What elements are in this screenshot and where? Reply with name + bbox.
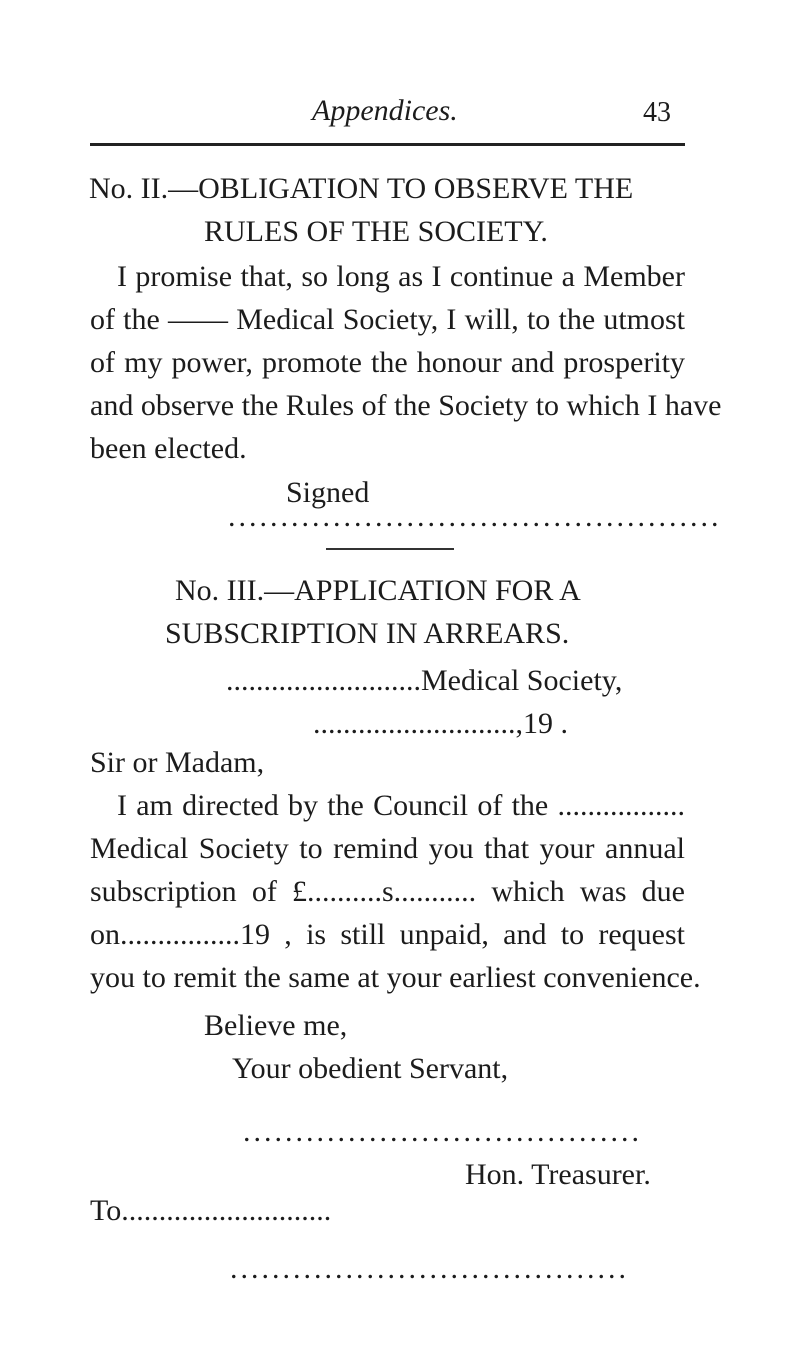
date-line: ...........................,19 . [313,707,568,740]
header-rule [90,143,685,146]
page-number: 43 [643,97,671,128]
signed-label: Signed [286,476,370,509]
section-divider [326,548,454,550]
section2-title-line1: No. II.—OBLIGATION TO OBSERVE THE [89,172,634,205]
section2-body-line: of the —— Medical Society, I will, to the utmost [90,303,685,336]
treasurer-label: Hon. Treasurer. [465,1158,651,1191]
closing-servant: Your obedient Servant, [232,1052,509,1085]
section3-body-line: on................19 , is still unpaid, and to request [90,918,685,951]
section3-body-line: I am directed by the Council of the ................. [117,789,685,822]
to-line: To............................ [90,1194,332,1227]
section3-body-line: you to remit the same at your earliest convenience. [90,961,701,994]
section2-body-line: I promise that, so long as I continue a Member [117,260,685,293]
treasurer-signature-line: ...................................... [243,1115,642,1148]
section2-title-line2: RULES OF THE SOCIETY. [204,215,548,248]
signature-line: ............................................... [228,500,722,533]
society-line: ..........................Medical Society, [226,664,623,697]
section3-body-line: Medical Society to remind you that your annual [90,832,685,865]
closing-believe-me: Believe me, [204,1009,348,1042]
address-line: ...................................... [230,1252,629,1285]
running-head: Appendices. [312,94,458,127]
salutation: Sir or Madam, [90,746,265,779]
section3-body-line: subscription of £..........s........... which was due [90,875,685,908]
section2-body-line: of my power, promote the honour and prosperity [90,346,685,379]
section3-title-line2: SUBSCRIPTION IN ARREARS. [165,617,570,650]
section2-body-line: been elected. [90,432,247,465]
section3-title-line1: No. III.—APPLICATION FOR A [175,574,581,607]
section2-body-line: and observe the Rules of the Society to which I have [90,389,722,422]
